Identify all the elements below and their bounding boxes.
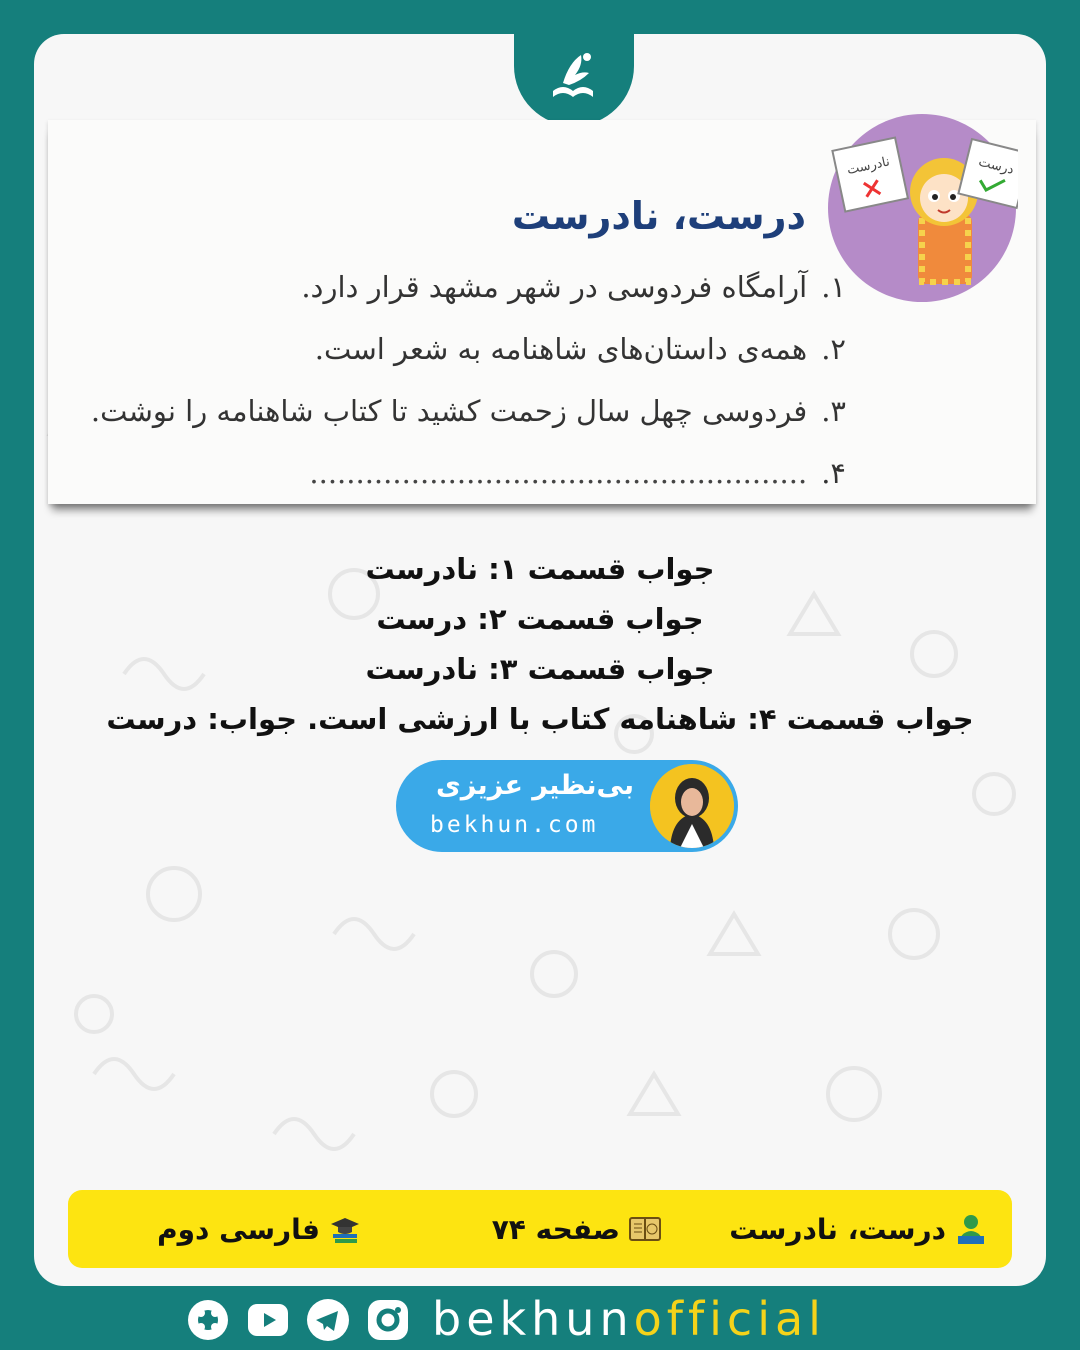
brand-part-2: official bbox=[633, 1292, 826, 1346]
author-name: بی‌نظیر عزیزی bbox=[435, 770, 634, 801]
aparat-icon[interactable] bbox=[184, 1296, 232, 1344]
graduation-cap-icon bbox=[328, 1212, 362, 1246]
page-label: صفحه ۷۴ bbox=[491, 1212, 620, 1246]
statement-text: همه‌ی داستان‌های شاهنامه به شعر است. bbox=[314, 332, 808, 366]
info-subject bbox=[157, 1190, 362, 1268]
sign-true-label: درست bbox=[976, 154, 1016, 178]
instagram-icon[interactable] bbox=[364, 1296, 412, 1344]
blank-dotted-line: ...................................................... bbox=[309, 456, 808, 490]
textbook-excerpt bbox=[48, 120, 1036, 504]
footer-bar bbox=[0, 1288, 1080, 1350]
teacher-icon bbox=[954, 1212, 988, 1246]
author-badge[interactable] bbox=[396, 760, 738, 852]
brand-part-1: bekhun bbox=[432, 1292, 634, 1346]
author-website[interactable]: bekhun.com bbox=[430, 812, 599, 838]
sign-false-label: نادرست bbox=[845, 154, 892, 179]
girl-with-signs-illustration bbox=[818, 104, 1018, 304]
statement-text: فردوسی چهل سال زحمت کشید تا کتاب شاهنامه را نوشت. bbox=[90, 394, 808, 428]
author-portrait-icon bbox=[650, 764, 734, 848]
answer-line: جواب قسمت ۴: شاهنامه کتاب با ارزشی است. جواب: درست bbox=[106, 702, 974, 736]
youtube-icon[interactable] bbox=[244, 1296, 292, 1344]
author-avatar bbox=[650, 764, 734, 848]
excerpt-title: درست، نادرست bbox=[511, 194, 806, 238]
answer-line: جواب قسمت ۳: نادرست bbox=[365, 652, 715, 686]
info-page bbox=[492, 1190, 662, 1268]
subject-label: فارسی دوم bbox=[157, 1212, 320, 1246]
statement-number: ۴. bbox=[821, 456, 846, 490]
statement-item bbox=[91, 270, 846, 332]
statement-item bbox=[91, 332, 846, 394]
statement-list bbox=[91, 270, 846, 518]
content-card bbox=[34, 34, 1046, 1286]
telegram-icon[interactable] bbox=[304, 1296, 352, 1344]
statement-number: ۳. bbox=[821, 394, 846, 428]
answers-section bbox=[34, 546, 1046, 746]
statement-number: ۱. bbox=[821, 270, 846, 304]
book-icon bbox=[628, 1212, 662, 1246]
bekhun-logo-icon bbox=[539, 43, 609, 113]
lesson-info-bar bbox=[68, 1190, 1012, 1268]
brand-handle[interactable] bbox=[432, 1288, 826, 1350]
statement-text: آرامگاه فردوسی در شهر مشهد قرار دارد. bbox=[301, 270, 808, 304]
info-topic bbox=[729, 1190, 988, 1268]
statement-item bbox=[91, 456, 846, 518]
statement-number: ۲. bbox=[821, 332, 846, 366]
statement-item bbox=[91, 394, 846, 456]
topic-label: درست، نادرست bbox=[729, 1212, 946, 1246]
answer-line: جواب قسمت ۱: نادرست bbox=[365, 552, 715, 586]
answer-line: جواب قسمت ۲: درست bbox=[376, 602, 704, 636]
